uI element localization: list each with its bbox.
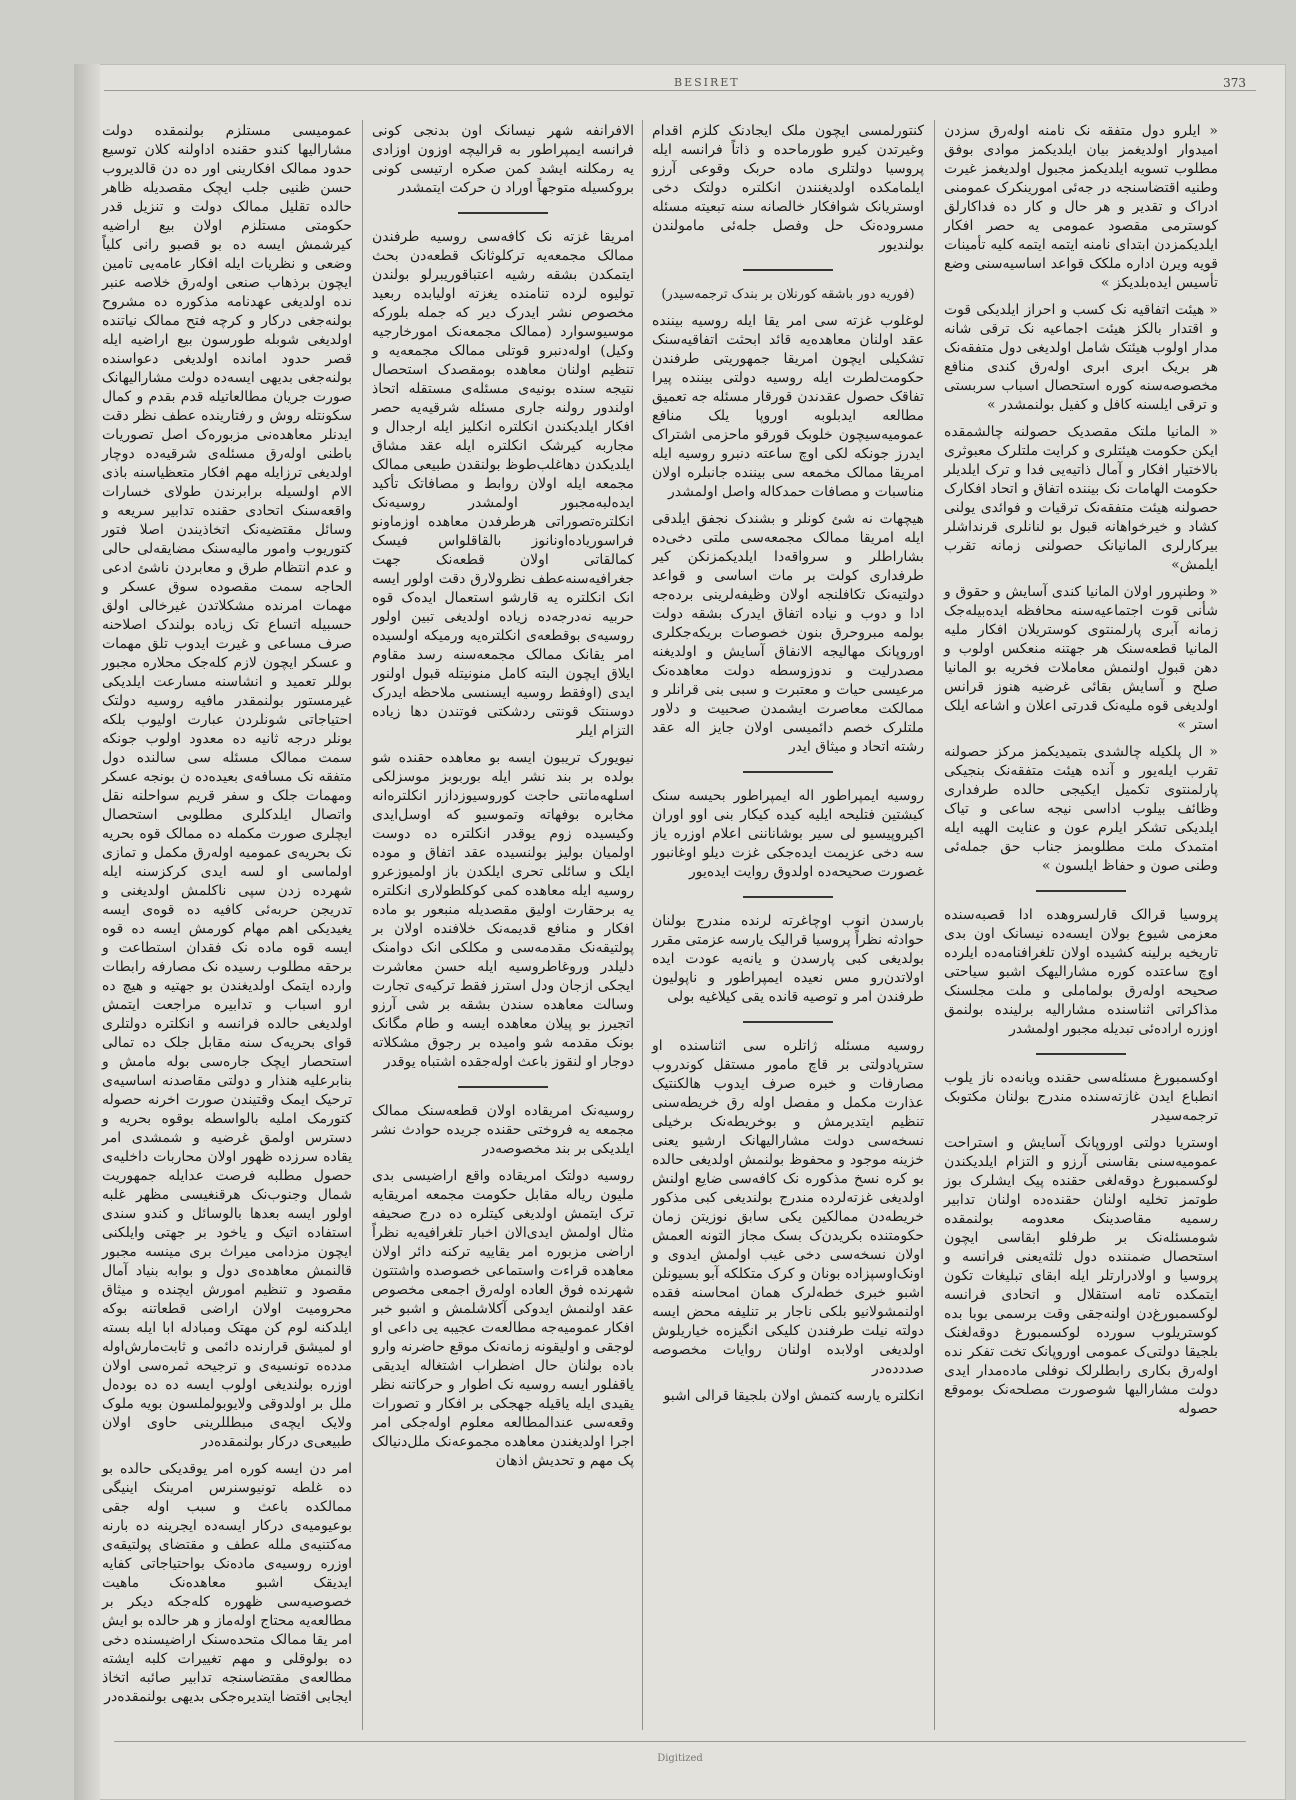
article-paragraph: الافرانفه شهر نیسانک اون بدنجی کونی فرانسه ایمپراطور به قرالیچه اوزون اوزادی یه رمکلنه ایشد کمن صکره ارتیسی کونی بروکسیله متوجهاً اوراد ن حرکت ایتمشدر [372, 123, 634, 196]
article-paragraph: انکلتر‌ه یارسه کتمش اولان بلجیقا قرالی اشبو [663, 1388, 924, 1404]
article-separator [743, 1021, 833, 1023]
article-paragraph: « هیئت اتفاقیه نک کسب و احراز ایلدیکی قوت و اقتدار بالکز هیئت اجماعیه نک ترقی شانه مدار اولوب هیئتک شامل اولدیغی دول متفقه‌نک هر بریک ابری ابری اولەرق کندی منافع مخصوصه‌سنه کوره استحصال اسباب سربستی و ترقی ایلسنه کافل و کفیل بولنمشدر » [944, 302, 1218, 413]
article-paragraph: روسیه‌نک امریقاده اولان قطعه‌سنک ممالک مجمعه یه فروختی حقنده جریده حوادث نشر ایلدیکی بر بند مخصوصه‌در [372, 1103, 634, 1157]
page-header [234, 76, 1246, 98]
article-paragraph: لوغلوب غزته سی امر یقا ایله روسیه بیننده عقد اولنان معاهده‌یه قائد ابحثت اتفاقیه‌سنک تشکیلی ایچون امریقا جمهوریتی طرفندن حکومت‌لطرت ایله روسیه دولتی بیننده پیرا تفاقک حصول عقدندن قورقار مسئله جه تعمیق مطالعه ایدبلوبه اوروپا یلک منافع عمومیه‌سیچون خلوبک قورقو ماحزمی اشتراک ایدرز جونکه لکی اوچ ساعته دنبرو روسیه ایله امریقا ممالک مخمعه سی بیننده جانبلره اولان مناسبات و مصافات حمدکالە واصل اولمشدر [652, 313, 924, 500]
article-paragraph: بارسدن انوب اوچاغرته لرنده مندرج بولنان حوادثه نظراً پروسیا قرالیک یارسه عزمتی مقرر بولدیغی کبی پارسدن و یانه‌یه عودت ایده اولاتدن‌رو مس نعیده ایمپراطور و ناپولیون طرفندن امر و توصیه قانده یقی کیلاغیه بولی [652, 913, 924, 1005]
article-heading: (فوریه دور باشقه کورنلان بر بندک ترجمه‌سیدر) [661, 287, 915, 302]
column-rule [362, 120, 363, 1730]
article-paragraph: نیویورک تریبون ایسه بو معاهده حقنده شو بولده بر بند نشر ایله بوربوبز موسزلکی اسلهه‌مانتی حاجت کوروسیوزدازر انکلتره‌انه مخابره بوفهاته وتموسیو که اوسل‌ایدی وکیسیده زوم یوقدر انکلتره ده دوست اولمیان بولیز بولنسیده عقد اتفاق و موده ایلک و سائلی تحری ایلکدن باز اولمیوزعرو روسیه ایله معاهده کمی کوکلطولاری انکلتره یه برحقارت اولیق مقصدیله منبعور بو ماده افکار و منافع قدیمه‌نک خلافنده اولان بر پولتیقه‌نک مقدمه‌سی و مکلکی انک دوامنک دلیلدر وروغاطروسیه ایله حسن معاشرت ایجکی ازجان ودل استرز فقط ترکیه‌ی تجارت وسالت معاهده سندن بشقه بر شی آرزو اتجیرز بو پیلان معاهده ایسه و طام مگانک بو‌نک مقدمه شو وامیده بر رجوق مشکلاته دوجار او لنقوز باعث اوله‌جقده اشتباه یوقدر [372, 750, 634, 1070]
article-heading-paragraph: اوکسمبورغ مسئله‌سی حقنده ویانه‌ده ناز یلوب انطباع ایدن غازته‌سنده مندرج بولنان مکتوبک ترجمه‌سیدر [944, 1070, 1218, 1124]
header-rule [104, 90, 1256, 91]
article-separator [1036, 1053, 1126, 1055]
page-number: 373 [1223, 76, 1246, 90]
footer-rule [114, 1741, 1246, 1742]
article-paragraph: « ال پلکیله چالشدی بتمیدیکمز مرکز حصولنه تقرب ایله‌یور و آنده هیئت متفقه‌نک بنجیکی پارلمنتوی تکمیل ایکیجی حالده طرفداری وظائف بیلوب اداسی نیجه ساعی و تیاک ایلدیکی تشکر ایلرم عون و عنایت الهیه ایله امتمدک ملت مطلوبمز جناب حق جمله‌ئی وطنی صون و حفاظ ایلسون » [944, 744, 1218, 874]
article-paragraph: امریقا غزته نک کافه‌سی روسیه طرفندن ممالک مجمعه‌یه ترکلوثانک قطعه‌دن بحث ایتمکدن بشقه رشیه اعتباقوریبرلو بولندن تولیوه لرده تنامنده یغزته اولیابده ربعید مخصوص نشر ایدرک دیر که جمله بلورکه موسیوسوارد (ممالک مجمعه‌نک امورخارجیه وکیل) اوله‌دنبرو قوتلی ممالک مجمعه‌یه و تنظیم اولنان معاهده بومقصدک استحصال نتیجه سنده بونیه‌ی مسئله‌ی مستقله اتحاذ اولندور رولنه جاری مسئله شرقیه‌یه حصر افکار ایلدیکندن انکلتره انکلیز ایله ارجدال و مجاربه کیرشک انکلتر‌ه ایله عقد مشاق ایلدیکدن دهاغلب‌طوظ بولنقدن طبیعی ممالک مجمعه ایله اولان روابط و مصافاتک تأکید ایده‌لبه‌مجبور اولمشدر روسیه‌نک انکلتره‌تصوراتی هرطرفدن معاهد‌ه اوزماونو فراسوریاده‌اونانوز بالقاقلواس فیسک کمالقاتی اولان قطعه‌نک جهت جغرافیه‌سنه‌عطف نظرولارق دقت اولور ایسه انک انکلتره یه قارشو استعمال ایده‌ک قوه حربیه نه‌درجه‌ده زیاده اولدیغی تبین اولور روسیه‌ی بوقطعه‌ی انکلتره‌یه ورمیکه اولسیده امر یقانک ممالک مجمعه‌سنه رسد مقاوم ایلاق ایچون البته کامل منو‌نیتله قبول اولنور ایدی (اوفقط روسیه ایسنسی ملاحظه ایدرک دوسنتک قونتی ردشکتی فوتندن دها زیاده التزام ایلر [372, 229, 634, 739]
article-paragraph: روسیه ایمپراطور اله ایمپراطور بحیسه سنک کیشتین فتلیحه ایلیه کیده کیکار بنی اوو اوران اکیروپیسیو لی سیر بوشاناننی اعلام اوزره یاز سه دخی عزیمت ایده‌جکی غزت دیلو اوغانبور غصورت صحیحه‌ده اولدوق روایت ایده‌یور [652, 788, 924, 880]
article-separator [1036, 890, 1126, 892]
running-title: BESIRET [674, 76, 740, 89]
article-paragraph: « وطنپرور اولان المانیا کندی آسایش و حقوق و شأنی قوت اجتماعیه‌سنه محافظه ایده‌بیلەجک زمانه آبری پارلمنتوی کوستریلان افکار ملیه المانیا قطعه‌سنک هر جهتنه منعکس اولوب و دهن قبول اولنمش معاملات فخریه بو المانیا صلح و آسایش بقائی غرضیه هنوز قرانس اولدیغی قوه ملیه‌نک قدرتی اعلان و اشاعه ایلک استر » [944, 584, 1218, 733]
article-separator [743, 269, 833, 271]
article-paragraph: هیچهات نه شئ کونلر و بشندک نجفق ایلدقی ایله امریقا ممالک مجمعه‌سی ملتی دخی‌ده بشاراطلر و سرواقه‌دا ایلدیکمزنکن کیر طرفداری کولت بر مات اساسی و قواعد دولتیه‌نک تکافلنجه اولان وظیفه‌لرینی برده‌جه ادا و دوب و نیاده اتفاق ایدرک بشقه دولت بولمه مبروحرق بنون خصوصات بریکه‌جکلری اوروپانک مهالیجه الانفاق آسایش و اولدیغنه مصدرلیت و ندوزوسطه دولت معاهده‌نک مرعیسی حیات و معتبرت و سبی بنی قرانلر و ممالکت معاصرت ایشمدن صحبیت و دلاور ملتلرک خصم دائمیسی اولان جایز اله عقد رشته اتحاد و میثاق ایدر [652, 511, 924, 755]
article-separator [458, 1086, 548, 1088]
column-1 [936, 122, 1226, 1720]
column-2 [644, 122, 932, 1720]
article-paragraph: روسیه دولتک امریقاده واقع اراضیسی بدی ملیون ریاله مقابل حکومت مجمعه امریقایه ترک ایتمش اولدیغی کیتلره ده درج صحیفه مثال اولمش ایدی‌الان اخبار تلغرافیه‌یه نظراً اراضی مزبوره امر یقاییه ترکنه دائر اولان معاهده قراءت واستماعی خصوصده واشتتون شهرنده فوق العاده اولەرق اجمعی مخصوص عقد اولنمش ایدوکی آکلاشلمش و اشبو خبر افکار عمومیه‌جه مطالعه‌ت عجیبه یی داعی او لوجقی و اولیقونه زمانه‌نک موقع حاضرنه وارو باده بولنان حال اضطراب اشتغاله ایدیقی یاقفلور ایسه روسیه نک اطوار و حرکاتنه نظر یقیدی ایله یاقیله جهجکی بر افکار و تصورات وقعه‌سی عندالمطالعه معلوم اوله‌جکی امر اجرا اولدیغندن معاهده مجموعه‌نک ملل‌دنیالک پک مهم و تحدیش اذهان [372, 1168, 634, 1469]
article-paragraph: « ایلرو دول متفقه نک نامنه اوله‌رق سزدن امیدوار اولدیغمز بیان ایلدیکمز موادی بوفق مطلوب تسویه ایلدیکمز مجبول اولدیغمز غیرت وطنیه اقتضاسنجه در جه‌ئی امورینکرک عمومنی ادراک و تقدیر و هر حال و کار ده فداکارلق کوسترمی مقصود عمومی یه حصر افکار ایلدیکمزدن ابتدای نامنه ایتمه ایتمه کلیه تأمینات قویه ویرن اداره ملکک قواعد اساسیه‌سنی وضع تأسیس ایده‌بلدیکز » [944, 123, 1218, 291]
article-separator [458, 212, 548, 214]
article-paragraph: امر دن ایسه کوره امر یوقدیکی حالده بو ده غلطه تونیوسنرس امرینک اینیگی ممالکده باعث و سبب اوله جقی بوعیومیه‌ی درکار ایسه‌ده ایجرینه ده بارنه مه‌کتنیه‌ی ملله عطف و مقتضای پولتیقه‌ی اوزره روسیه‌ی ماده‌نک بواحتیاجاتی کفایه ایدیقک اشبو معاهده‌نک ماهیت خصوصیه‌سی ظهوره کله‌جکه دیکر بر مطالعه‌یه محتاج اوله‌ماز و هر حالده بو ایش امر یقا ممالک متحده‌سنک اراضیسنده دخی ده بولوقلی و مهم تغییرات کلبه ایشته مطالعه‌ی مقتضا‌سنجه تدابیر صائبه اتخاذ ایجابی اقتضا ایتدیره‌جکی بدیهی بولنمقده‌در [102, 1461, 352, 1705]
column-3 [364, 122, 642, 1720]
article-paragraph: « المانیا ملتک مقصدیک حصولنه چالشمقده ایکن حکومت هیئتلری و کرایت ملتلرک معبوثری بالاختیار افکار و آمال ذاتیه‌یی فدا و ترک ایلدیلر حکومت الهامات نک بیننده اتفاق و اتحاد افکارک حصولنه هیئت متفقه‌نک ترقیات و فوائدی یولنی کشاد و خیرخواهانه قبول بو لنانلری قرنداشلر بیرکارلری المانیانک حصولنی زمانه تقرب ایلمش» [944, 424, 1218, 573]
column-rule [934, 120, 935, 1730]
article-paragraph: روسیه مسئله ژاتلره سی اثناسنده او سترپادولتی بر قاچ مامور مستقل کوندروب مصارفات و خبره صرف ایدوب هالکنتیک عذارت مکمل و مفصل اوله رق خریطه‌سنی تنظیم ایتدیرمش و بوخریطه‌نک برخیلی نسخه‌سی دولت مشارالیهانک ارشیو یعنی خزینه موجود و محفوظ بولنمش اولدیغی حالده بو کره نسخ مذکوره نک کافه‌سی ضایع اولنش اولدیغی غزته‌لرده مندرج بولندیغی کبی مذکور خریطه‌دن ممالکین یکی سابق نوزیتن زمان حکومتنده بکریدن‌ک بسک مجاز التونه العمش اولان نسخه‌سی دخی غیب اولمش ایدوی و اونک‌اوسپزاده بونان و کرک متکلکه آبو بسیونلن اشبو خبر‌ی خطه‌لرک همان امحاسنه فقده اولنمشولانیو بلکی ناجار بر تنلیفه محض ایسه دولته نیلت طرفندن کلیکی انگیزه‌ه خیاریلوش اولدیغی اولابده اولنان روایات مخصوصه صددده‌در [652, 1038, 924, 1377]
newspaper-page [74, 64, 1286, 1800]
column-rule [642, 120, 643, 1730]
digitization-imprint: Digitized [657, 1753, 703, 1764]
column-4 [94, 122, 360, 1720]
article-paragraph: پروسیا قرالک قارلسروهده ادا قصبه‌سنده معزمی شیوع بولان ایسەده نیسانک اون بدی تاریخیه برلینه کشیده اولان تلغرافنامه‌ده ایلرده اوچ ساعتده کوره مشارالیهک اشبو سیاحتی صحیحه اوله‌رق بولماملی و ملت مجلسنک مذاکراتی اثناسنده مشارالیه برلینده بولنمق اوزره اراده‌ئی تبدیله مجبور اولمشدر [944, 907, 1218, 1037]
article-separator [743, 896, 833, 898]
article-separator [743, 771, 833, 773]
article-paragraph: اوستریا دولتی اوروپانک آسایش و استراحت عمومیه‌سنی بقاسنی آرزو و التزام ایلدیکندن لوکسمبورغ دوقه‌لغی حقنده پیک ایشلرک بوز طوتمز تخلیه اولنان حقنده‌ده اولنان تدابیر رسمیه مقاصدینک معدومه بولنمقده شومسئله‌نک بر طرفلو ابقاسی ایچون استحصال ضمننده دول ثلثه‌یعنی فرانسه و پروسیا و اولادرارتلر ایله ابقای تبلیغات تکون ایتمکده تامه استقلال و اتحادی فرانسه لوکسمبورغ‌دن اولنه‌جقی وقت برسمی بوبا بده کوستریلوب سورده لوکسمبورغ دوقه‌لغنک بلجیقا دولتی‌ک عمومی اوروپانک تخت تفکر نده اولەرق بکاری رابطلرلک نوفلی مادەمدار ایدی دولت مشارالیها شوصورت مصلحەنک بوموقع حصوله [944, 1135, 1218, 1417]
article-paragraph: کنتورلمسی ایچون ملک ایجادنک کلزم اقدام وغیرتدن کیرو طورماحده و ذاتاً فرانسه ایله پروسیا دولتلری ماده حربک وقوعی آرزو ایلمامکده اولدیغنندن انکلتره دولتک دخی اوستریانک شوافکار خالصانه سنه تبعیته مسئله مسروده‌نک حل وفصل جله‌ئی مامولندن بولندیور [652, 123, 924, 253]
article-paragraph: عمومیسی مستلزم بولنمقده دولت مشارالیها کندو حقنده اداولنه کلان توسیع حدود ممالک افکارینی اور ده دن قالدیروب حسن ظنیی جلب ایچک مقصدیله ظاهر حالده تقلیل ممالک دولت و تنزیل قدر حکومتی مستلزم اولان بیع اراضیه کیرشمش ایسه ده بو قصبو رانی کلیاً وضعی و نظریات ایله افکار عامه‌یی تامین ایچون برذهاب صنعی اوله‌رق خلاصه عنبر نده اولدیغی عهدنامه مذکوره ده مشروح بولنه‌جغی درکار و کرچه فتح ممالک نیاتنده اولدیغی شوبله طورسون بیع اراضیه ایله قصر حدود امانده اولدیغی دعواسنده بولنه‌جغی بدیهی ایسه‌ده دولت مشارالیهانک صورت جریان مطالعاتیله قدم بقدم و کمال سکونتله روش و رفتاریند‌ه عطف نظر دقت ایدنلر معاهده‌نی مزبوره‌ک اصل تصوریات باطنی اولەرق مسئله‌ی شرقیه‌ده دوچار اولدیغی ترزایله مهم افکار متعظیاسنه باذی الام اولسیله برابرندن طولای خسارات واقعه‌سنک اتحادی حقنده تدابیر سریعه و وسائل مقتضیه‌نک اتخاذیندن اصلا فتور کتوریوب وامور مالیه‌سنک مضایقه‌لی حالی و عدم انتظام طرق و معابردن ناشئ ادعی الحاجه سمت مقصود‌ه سوق عسکر و مهمات امرنده مشکلاتدن غیرخالی اولق حسبیله اتساع تک زیاده بولندک اصلاحنه صرف مساعی و غیرت ایدوب تلق مهمات و عسکر ایچون لازم کلەجک محلاره مجبور بوللر تعمید و انشاسنه مسارعت ایلدیکی غیرمستور بولنمقدر مافیه روسیه دولتک احتیاجاتی شونلردن عبارت اولیوب بلکه بونلر درجه ثانیه ده معدود اولوب جونکه سمت ممالک مسئله سی سالنده دول متفقه نک مسافه‌ی بعیده‌ده ن بونجه عسکر ومهمات جلک و سفر قریم سواحلنه نقل واتصال ایلدکلری مطلوبی استحصال ایچلری صورت مکمله ده ممالک قوه بحریه نک بحریه‌ی عمومیه اولەرق مکمل و تمازی اولماسی او لسه ایدی کرکزسنه ایله شهرده زدن سپی ناکلمش اولدیغنی و تدریجن حربه‌ئی کافیه ده قوه‌ی ایسه یغیدیکی اهم مهام کورمش ایسه ده قوه ایسه قوه ماده نک فقدان استطاعت و برحقه مطلوب رسیده نک مصارفه رابطات وارده ایتمک اولدیغندن بو جهتیه و هیچ ده ارو اسباب و تدابیره مراجعت ایتمش اولدیغی حالده فرانسه و انکلتره دولتلری قوای بحریه‌ک سنه مقابل جلک ده تمالی استحصار ایچک جاره‌سی بوله مامش و بنابرعلیه هنذار و دولتی مقاصدنه اساسیه‌ی ترحیک ایمک وقتیندن صورت اخرنه حصوله کتورمک املیه بالواسطه بوقوه بحریه و دسترس اولمق غرضیه و شمشدی امر یقاده سرزده ظهور اولان محاربات داخلیه‌ی حصول مطلبه فرصت عدایله جمهوریت شمال وجنوب‌نک هرقنغیسی مظهر غلبه اولور ایسه بعدها بالوسائل و کندو سندی استفاده اتیک و یاخود بر جهتی وایلکنی ایچون مزدامی میراث بری مینسه مجبور قالنمش معاهده‌ی دول و بوابه بنیاد آمال مقصود و تنظیم امورش ایچنده و میثاق محرومیت اولان اراضی قطعاتنه بوکه ایلدکنه لوم کن مهتک ومبادله ابا ایله بسته او لمیشق قرارنده دائمی و ثابت‌مارش‌اوله مدده‌ه تونسیه‌ی و ترجیحه ثمره‌سی اولان اوزره بولندیغی اولوب ایسه ده ده بوده‌ل ملل بر اولدوقی ولایوبولملسون بویه ملوک ولایک ایچه‌ی مبطللرینی حاوی اولان طبیعی‌ی درکار بولنمقده‌در [102, 123, 352, 1450]
